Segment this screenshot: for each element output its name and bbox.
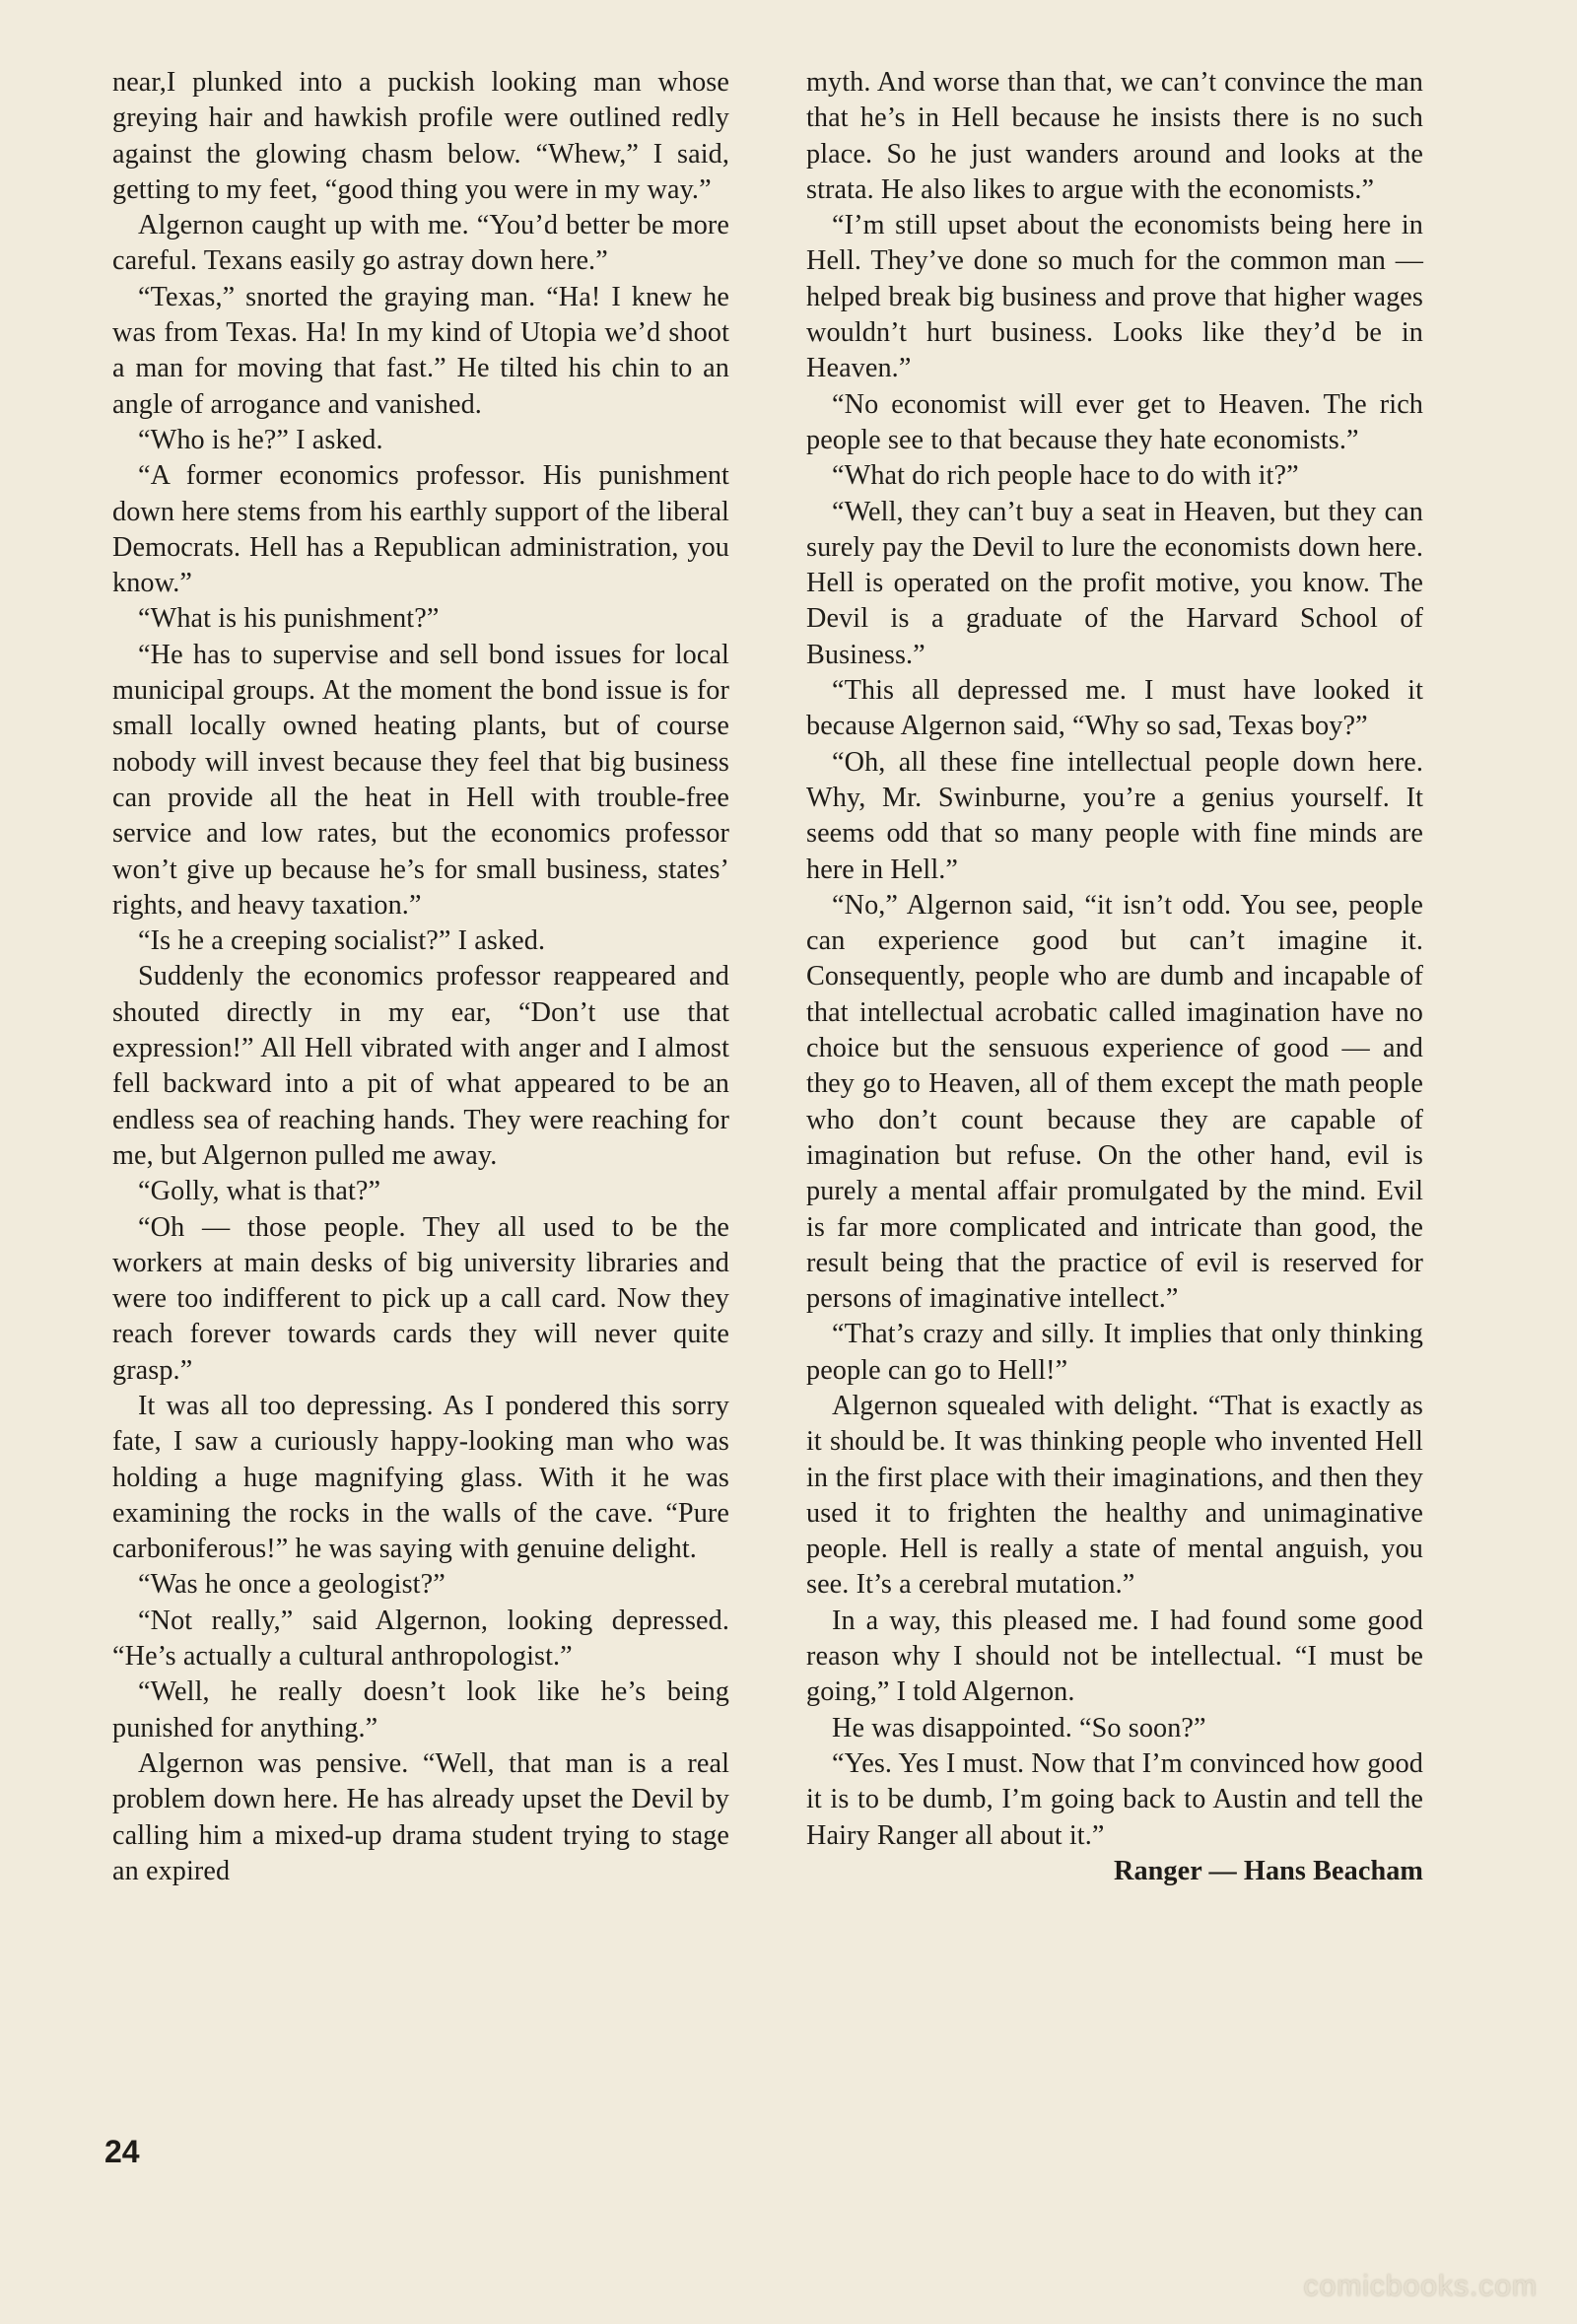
paragraph: “What is his punishment?” bbox=[138, 603, 440, 635]
page-number: 24 bbox=[104, 2134, 140, 2169]
paragraph: “That’s crazy and silly. It implies that only thinking people can go to Hell!” bbox=[806, 1319, 1423, 1386]
paragraph: “Yes. Yes I must. Now that I’m convinced how good it is to be dumb, I’m going back to Austin and tell the Hairy Ranger all about it.” bbox=[806, 1747, 1423, 1851]
paragraph: In a way, this pleased me. I had found some good reason why I should not be intellectual. “I must be going,” I told Algernon. bbox=[806, 1605, 1423, 1708]
paragraph: Algernon squealed with delight. “That is exactly as it should be. It was thinking people who invented Hell in the first place with their imaginations, and then they used it to frighten the healthy and unimaginative people. Hell is really a state of mental anguish, you see. It’s a cerebral mutation.” bbox=[806, 1390, 1423, 1601]
paragraph: “No,” Algernon said, “it isn’t odd. You see, people can experience good but can’t imagine it. Consequently, people who are dumb and incapable of that intellectual acrobatic called imagination have no choice but the sensuous experience of good — and they go to Heaven, all of them except the math people who don’t count because they are capable of imagination but refuse. On the other hand, evil is purely a mental affair promulgated by the mind. Evil is far more complicated and intricate than good, the result being that the practice of evil is reserved for persons of imaginative intellect.” bbox=[806, 889, 1423, 1315]
paragraph: “What do rich people hace to do with it?” bbox=[832, 460, 1299, 492]
right-column bbox=[806, 65, 1423, 1889]
paragraph: near,I plunked into a puckish looking man whose greying hair and hawkish profile were outlined redly against the glowing chasm below. “Whew,” I said, getting to my feet, “good thing you were in my way.” bbox=[112, 67, 729, 205]
paragraph: It was all too depressing. As I pondered this sorry fate, I saw a curiously happy-looking man who was holding a huge magnifying glass. With it he was examining the rocks in the walls of the cave. “Pure carboniferous!” he was saying with genuine delight. bbox=[112, 1390, 729, 1565]
paragraph: “He has to supervise and sell bond issues for local municipal groups. At the moment the bond issue is for small locally owned heating plants, but of course nobody will invest because they feel that big business can provide all the heat in Hell with trouble-free service and low rates, but the economics professor won’t give up because he’s for small business, states’ rights, and heavy taxation.” bbox=[112, 639, 729, 921]
watermark: comicbooks.com bbox=[1303, 2270, 1538, 2302]
paragraph: “Was he once a geologist?” bbox=[138, 1569, 446, 1601]
paragraph: myth. And worse than that, we can’t convince the man that he’s in Hell because he insists there is no such place. So he just wanders around and looks at the strata. He also likes to argue with the economists.” bbox=[806, 67, 1423, 205]
byline: Ranger — Hans Beacham bbox=[1114, 1855, 1423, 1886]
paragraph: “Oh — those people. They all used to be the workers at main desks of big university libraries and were too indifferent to pick up a call card. Now they reach forever towards cards they will never quite grasp.” bbox=[112, 1211, 729, 1386]
paragraph: “Not really,” said Algernon, looking depressed. “He’s actually a cultural anthropologist.” bbox=[112, 1605, 729, 1673]
paragraph: “Oh, all these fine intellectual people down here. Why, Mr. Swinburne, you’re a genius yourself. It seems odd that so many people with fine minds are here in Hell.” bbox=[806, 746, 1423, 885]
paragraph: Algernon caught up with me. “You’d better be more careful. Texans easily go astray down here.” bbox=[112, 210, 729, 277]
paragraph: Suddenly the economics professor reappeared and shouted directly in my ear, “Don’t use that expression!” All Hell vibrated with anger and I almost fell backward into a pit of what appeared to be an endless sea of reaching hands. They were reaching for me, but Algernon pulled me away. bbox=[112, 961, 729, 1171]
paragraph: “A former economics professor. His punishment down here stems from his earthly support of the liberal Democrats. Hell has a Republican administration, you know.” bbox=[112, 460, 729, 599]
paragraph: “Well, he really doesn’t look like he’s being punished for anything.” bbox=[112, 1676, 729, 1743]
paragraph: “I’m still upset about the economists being here in Hell. They’ve done so much for the common man — helped break big business and prove that higher wages wouldn’t hurt business. Looks like they’d be in Heaven.” bbox=[806, 210, 1423, 384]
paragraph: “Golly, what is that?” bbox=[138, 1176, 381, 1207]
left-column bbox=[112, 65, 729, 1889]
paragraph: Algernon was pensive. “Well, that man is a real problem down here. He has already upset the Devil by calling him a mixed-up drama student trying to stage an expired bbox=[112, 1747, 729, 1886]
paragraph: “No economist will ever get to Heaven. The rich people see to that because they hate economists.” bbox=[806, 388, 1423, 455]
paragraph: “Who is he?” I asked. bbox=[138, 424, 383, 455]
paragraph: “Well, they can’t buy a seat in Heaven, but they can surely pay the Devil to lure the economists down here. Hell is operated on the profit motive, you know. The Devil is a graduate of the Harvard School of Business.” bbox=[806, 496, 1423, 670]
paragraph: “Is he a creeping socialist?” I asked. bbox=[138, 925, 546, 957]
paragraph: He was disappointed. “So soon?” bbox=[832, 1712, 1206, 1743]
paragraph: “Texas,” snorted the graying man. “Ha! I knew he was from Texas. Ha! In my kind of Utopia we’d shoot a man for moving that fast.” He tilted his chin to an angle of arrogance and vanished. bbox=[112, 281, 729, 420]
paragraph: “This all depressed me. I must have looked it because Algernon said, “Why so sad, Texas boy?” bbox=[806, 675, 1423, 742]
